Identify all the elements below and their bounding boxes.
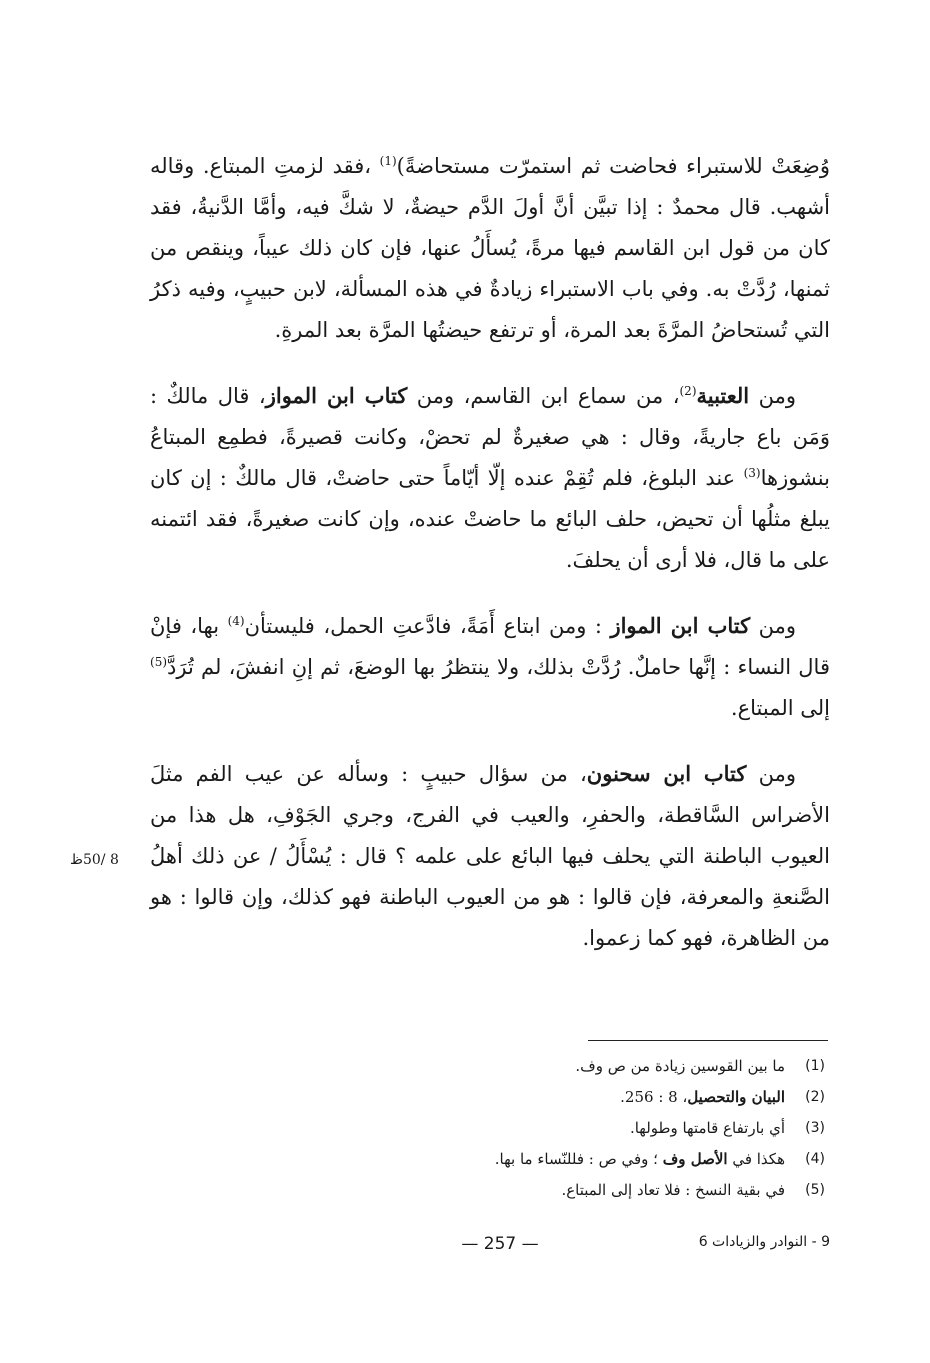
text-segment: أي بارتفاع قامتها وطولها. <box>629 1118 785 1137</box>
text-segment: ، من سماع ابن القاسم، ومن <box>407 384 680 408</box>
text-segment: ومن <box>749 384 796 408</box>
footnote-text <box>380 1150 785 1168</box>
footnote-reference[interactable]: (3) <box>743 466 761 480</box>
text-segment: ، من سؤال حبيبٍ : وسأله عن عيب الفم مثلَ الأضراس السَّاقطة، والحفرِ، والعيب في الفرج، وجري الجَوْفِ، هل هذا من العيوب الباطنة التي يحلف فيها البائع على علمه ؟ قال : يُسْأَلُ / عن ذلك أهلُ الصَّنعةِ والمعرفة، فإن قالوا : هو من العيوب الباطنة فهو كذلك، وإن قالوا : هو من الظاهرة، فهو كما زعموا. <box>150 762 830 950</box>
text-segment: عند البلوغ، فلم تُقِمْ عنده إلّا أيّاماً حتى حاضتْ، قال مالكٌ : إن كان يبلغ مثلُها أن تحيض، حلف البائع ما حاضتْ عنده، وإن كانت صغيرةً، فقد ائتمنه على ما قال، فلا أرى أن يحلفَ. <box>150 466 830 572</box>
footnote-reference[interactable]: (1) <box>379 154 397 168</box>
footnote-item <box>380 1112 825 1143</box>
bold-source-title: كتاب ابن المواز <box>265 383 408 408</box>
text-segment: ، قال مالكٌ : وَمَن باع جاريةً، وقال : هي صغيرةٌ لم تحضْ، وكانت قصيرةً، فطمِع المبتاعُ بنشوزها <box>150 384 830 490</box>
text-segment: : ومن ابتاع أَمَةً، فادَّعتِ الحمل، فليستأن <box>244 614 611 638</box>
footnote-separator <box>588 1040 828 1041</box>
footnotes <box>380 1050 825 1205</box>
text-segment: ؛ وفي ص : فللنّساء ما بها. <box>494 1149 663 1168</box>
bold-source-title: كتاب ابن سحنون <box>586 761 747 786</box>
footnote-item <box>380 1174 825 1205</box>
footnote-text <box>380 1088 785 1106</box>
footnote-number: (5) <box>805 1181 825 1198</box>
footnote-reference[interactable]: (2) <box>679 384 697 398</box>
bold-source-title: الأصل وف <box>662 1149 728 1168</box>
text-segment: ، 8 : 256. <box>620 1087 688 1106</box>
running-footer-title: 9 - النوادر والزيادات 6 <box>698 1234 830 1250</box>
footnote-text <box>380 1119 785 1137</box>
footnote-text <box>380 1181 785 1199</box>
bold-source-title: العتبية <box>696 383 750 408</box>
paragraph <box>150 753 830 959</box>
text-segment: هكذا في <box>727 1149 785 1168</box>
page-number: — 257 — <box>461 1234 539 1254</box>
main-text <box>150 146 830 983</box>
text-segment: ما بين القوسين زيادة من ص وف. <box>575 1056 785 1075</box>
paragraph <box>150 605 830 729</box>
footnote-item <box>380 1081 825 1112</box>
footnote-text <box>380 1057 785 1075</box>
footnote-number: (1) <box>805 1057 825 1074</box>
bold-source-title: كتاب ابن المواز <box>610 613 751 638</box>
footnote-number: (2) <box>805 1088 825 1105</box>
text-segment: في بقية النسخ : فلا تعاد إلى المبتاع. <box>561 1180 785 1199</box>
paragraph <box>150 375 830 581</box>
footnote-reference[interactable]: (4) <box>227 614 245 628</box>
text-segment: بها، فإنْ قال النساء : إنَّها حاملٌ. رُدَّتْ بذلك، ولا ينتظرُ بها الوضعَ، ثم إنِ انفشَ، لم تُرَدَّ <box>150 614 830 679</box>
page-footer <box>0 1234 930 1264</box>
footnote-number: (3) <box>805 1119 825 1136</box>
footnote-number: (4) <box>805 1150 825 1167</box>
bold-source-title: البيان والتحصيل <box>687 1087 785 1106</box>
text-segment: ،فقد لزمتِ المبتاع. وقاله أشهب. قال محمدٌ : إذا تبيَّن أنَّ أولَ الدَّم حيضةٌ، لا شكَّ فيه، وأمَّا الدَّنيةُ، فقد كان من قول ابن القاسم فيها مرةً، يُسأَلُ عنها، فإن كان ذلك عيباً، وينقص من ثمنها، رُدَّتْ به. وفي باب الاستبراء زيادةٌ في هذه المسألة، لابن حبيبٍ، وفيه ذكرُ التي تُستحاضُ المرَّةَ بعد المرة، أو ترتفع حيضتُها المرَّة بعد المرةِ. <box>150 154 830 342</box>
text-segment: ومن <box>750 614 796 638</box>
footnote-item <box>380 1143 825 1174</box>
text-segment: ومن <box>746 762 796 786</box>
paragraph <box>150 146 830 351</box>
text-segment: إلى المبتاع. <box>730 696 830 720</box>
footnote-item <box>380 1050 825 1081</box>
footnote-reference[interactable]: (5) <box>150 655 168 669</box>
text-segment: وُضِعَتْ للاستبراء فحاضت ثم استمرّت مستحاضةً) <box>396 154 830 178</box>
manuscript-folio-marker: 8 /50ظ <box>70 852 119 868</box>
